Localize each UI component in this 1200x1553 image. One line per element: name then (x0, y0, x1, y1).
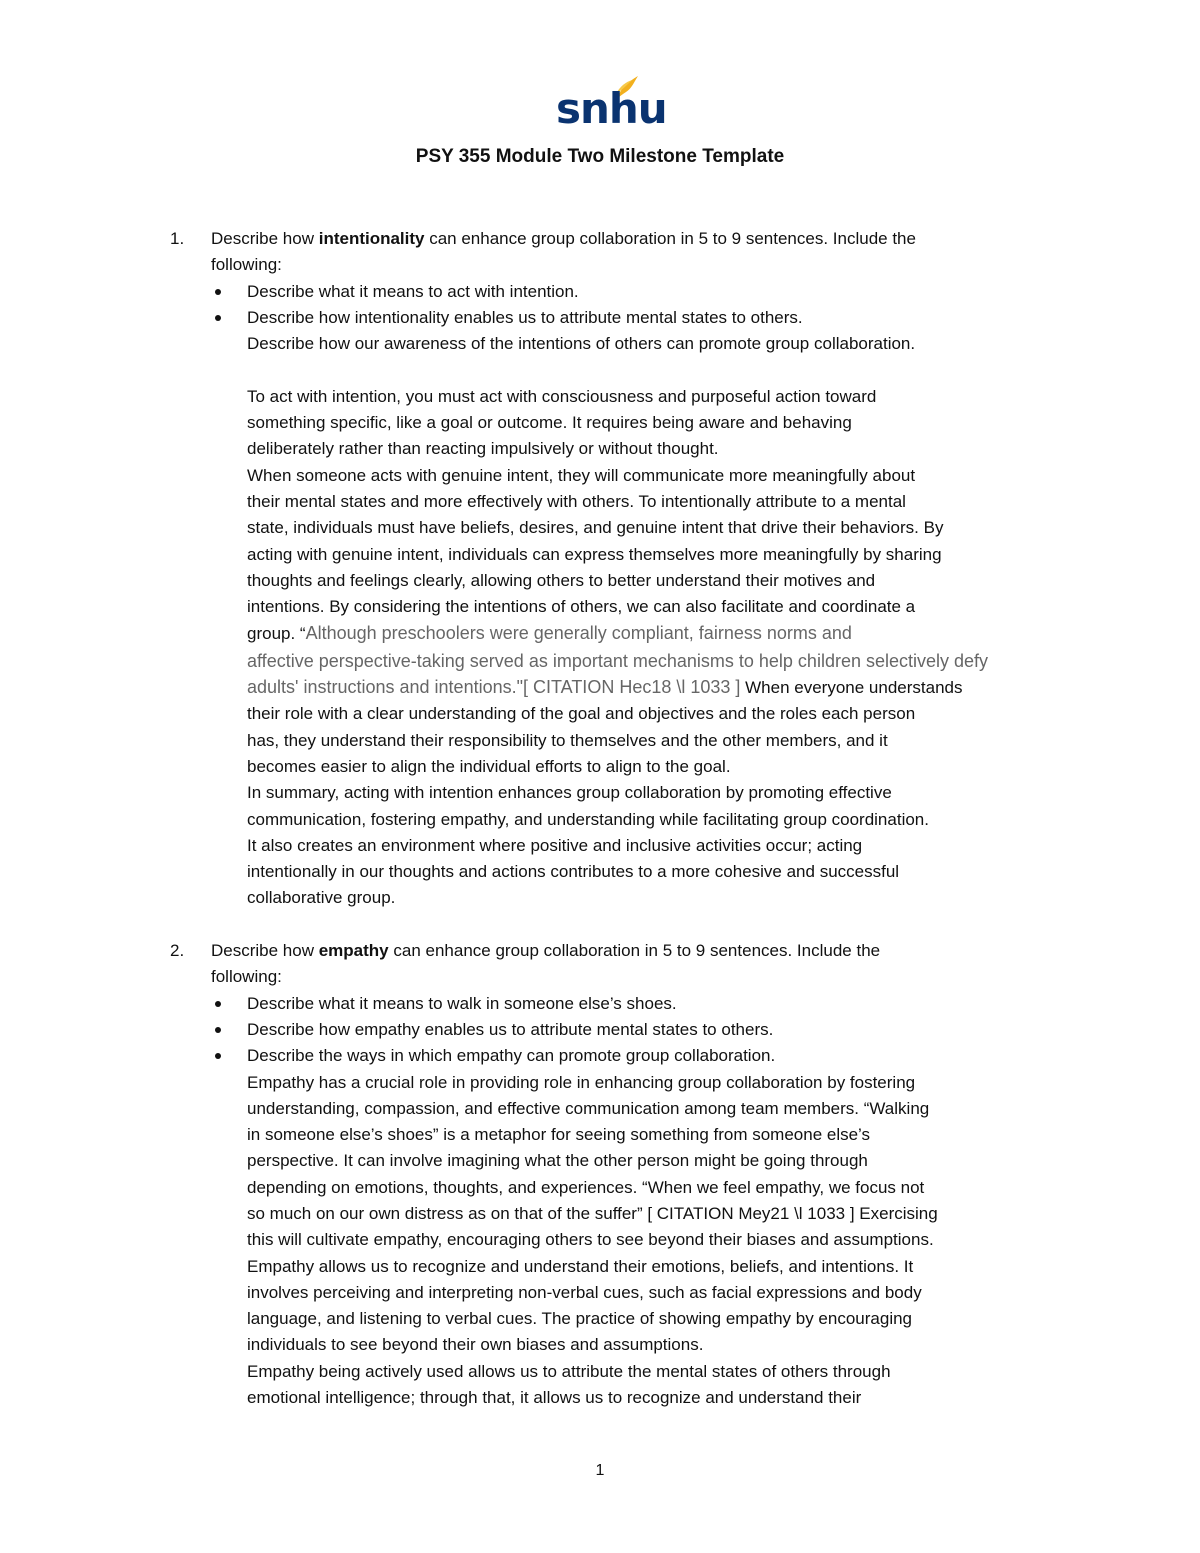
answer-2 (211, 1070, 1070, 1412)
page-title: PSY 355 Module Two Milestone Template (415, 146, 785, 167)
prompt-keyword: intentionality (318, 229, 425, 248)
answer-line: their role with a clear understanding of the goal and objectives and the roles each person (247, 704, 916, 724)
answer-line: this will cultivate empathy, encouraging others to see beyond their biases and assumptions. (247, 1230, 934, 1250)
prompt-keyword: empathy (318, 941, 389, 961)
question-prompt-cont: following: (211, 967, 282, 987)
answer-line: thoughts and feelings clearly, allowing others to better understand their motives and (247, 570, 876, 590)
requirement-list (211, 279, 1070, 358)
quoted-citation: affective perspective-taking served as important mechanisms to help children selectively defy (247, 650, 989, 671)
document-body (170, 226, 1070, 1411)
list-item: Describe what it means to walk in someone else’s shoes. (211, 991, 1070, 1017)
answer-line: becomes easier to align the individual efforts to align to the goal. (247, 756, 731, 776)
answer-line: Empathy being actively used allows us to attribute the mental states of others through (247, 1361, 891, 1381)
question-prompt-cont: following: (211, 255, 282, 275)
answer-line: Empathy has a crucial role in providing role in enhancing group collaboration by fostering (247, 1072, 916, 1092)
question-2 (170, 938, 1070, 1411)
question-number: 2. (170, 941, 185, 961)
answer-line: When someone acts with genuine intent, they will communicate more meaningfully about (247, 465, 916, 485)
answer-line: their mental states and more effectively with others. To intentionally attribute to a mental (247, 491, 906, 511)
answer-line: involves perceiving and interpreting non-verbal cues, such as facial expressions and body (247, 1282, 922, 1302)
list-item: Describe how intentionality enables us to attribute mental states to others. (211, 305, 1070, 331)
list-item: Describe how empathy enables us to attribute mental states to others. (211, 1017, 1070, 1043)
answer-line: depending on emotions, thoughts, and experiences. “When we feel empathy, we focus not (247, 1177, 925, 1197)
snhu-logo (556, 74, 667, 134)
answer-line: collaborative group. (247, 888, 396, 908)
answer-line: intentionally in our thoughts and actions contributes to a more cohesive and successful (247, 862, 900, 882)
answer-line: adults' instructions and intentions."[ CITATION Hec18 \l 1033 ] When everyone understands (247, 677, 963, 698)
answer-line: perspective. It can involve imagining what the other person might be going through (247, 1151, 868, 1171)
bullet-icon (215, 289, 221, 295)
question-1 (170, 226, 1070, 912)
answer-line: emotional intelligence; through that, it allows us to recognize and understand their (247, 1388, 862, 1408)
list-item: Describe the ways in which empathy can promote group collaboration. (211, 1043, 1070, 1069)
page-number: 1 (595, 1462, 605, 1479)
answer-line: in someone else’s shoes” is a metaphor for seeing something from someone else’s (247, 1125, 871, 1145)
answer-line: understanding, compassion, and effective communication among team members. “Walking (247, 1098, 930, 1118)
logo-wordmark: snhu (556, 84, 667, 133)
answer-line: To act with intention, you must act with consciousness and purposeful action toward (247, 386, 877, 406)
answer-1 (211, 357, 1070, 911)
answer-line: state, individuals must have beliefs, desires, and genuine intent that drive their behaviors. By (247, 518, 944, 538)
answer-line: It also creates an environment where positive and inclusive activities occur; acting (247, 835, 863, 855)
answer-line: intentions. By considering the intentions of others, we can also facilitate and coordinate a (247, 597, 916, 617)
answer-line: acting with genuine intent, individuals can express themselves more meaningfully by sharing (247, 544, 942, 564)
answer-line: language, and listening to verbal cues. The practice of showing empathy by encouraging (247, 1309, 913, 1329)
question-prompt: Describe how intentionality can enhance group collaboration in 5 to 9 sentences. Include the (211, 229, 916, 248)
answer-line: In summary, acting with intention enhances group collaboration by promoting effective (247, 783, 892, 803)
answer-line: individuals to see beyond their own biases and assumptions. (247, 1335, 704, 1355)
list-item-continuation: Describe how our awareness of the intentions of others can promote group collaboration. (247, 334, 916, 354)
answer-line: group. “Although preschoolers were generally compliant, fairness norms and (247, 623, 852, 644)
bullet-icon (215, 1001, 221, 1007)
quoted-citation: Although preschoolers were generally compliant, fairness norms and (305, 623, 852, 644)
quoted-citation: adults' instructions and intentions."[ CITATION Hec18 \l 1033 ] (247, 677, 741, 698)
answer-line: deliberately rather than reacting impulsively or without thought. (247, 439, 719, 459)
answer-line: Empathy allows us to recognize and understand their emotions, beliefs, and intentions. It (247, 1256, 914, 1276)
question-number: 1. (170, 229, 185, 248)
answer-line: communication, fostering empathy, and understanding while facilitating group coordination. (247, 809, 929, 829)
bullet-icon (215, 315, 221, 321)
bullet-icon (215, 1027, 221, 1033)
list-item: Describe what it means to act with intention. (211, 279, 1070, 305)
bullet-icon (215, 1053, 221, 1059)
answer-line: so much on our own distress as on that of the suffer” [ CITATION Mey21 \l 1033 ] Exercising (247, 1203, 938, 1223)
answer-line: something specific, like a goal or outcome. It requires being aware and behaving (247, 413, 852, 433)
requirement-list (211, 991, 1070, 1070)
question-prompt: Describe how empathy can enhance group collaboration in 5 to 9 sentences. Include the (211, 941, 881, 961)
answer-line: has, they understand their responsibility to themselves and the other members, and it (247, 730, 888, 750)
